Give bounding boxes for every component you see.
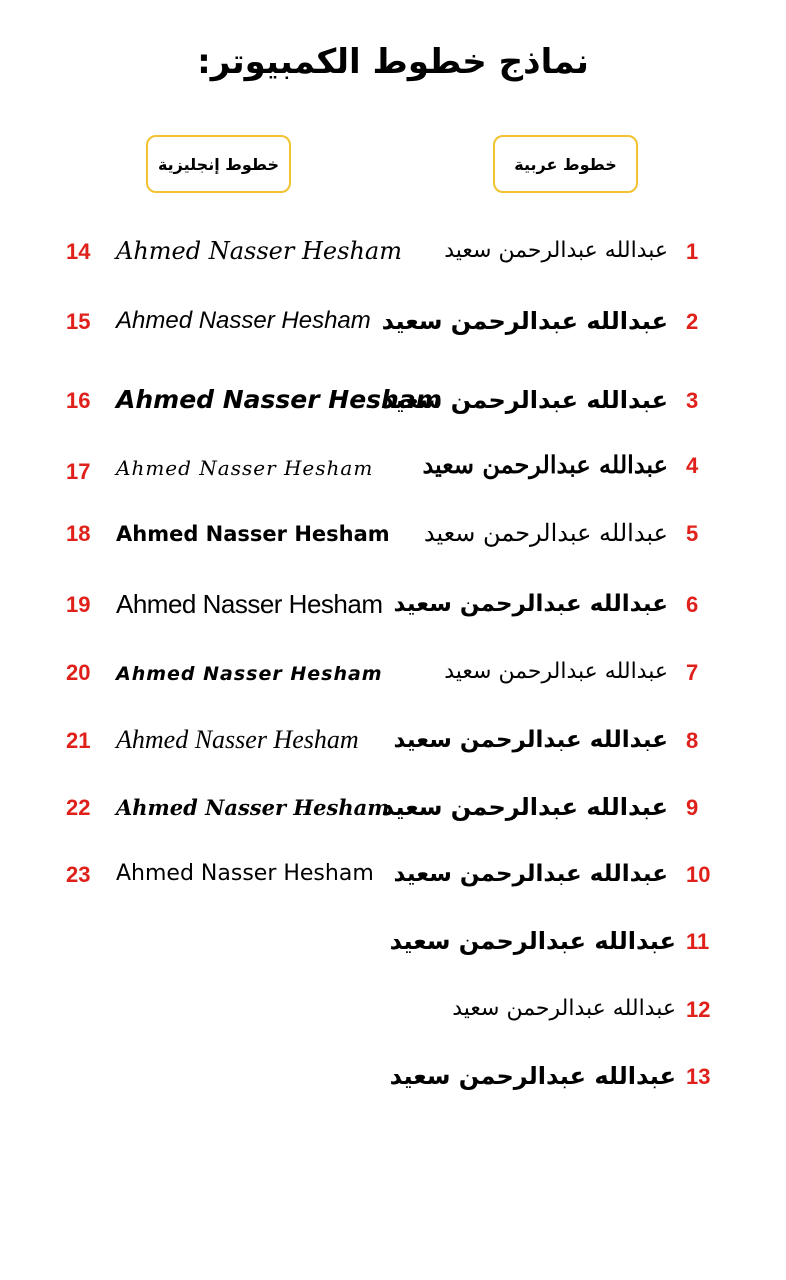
english-sample-number: 18	[66, 521, 91, 546]
english-sample-text: Ahmed Nasser Hesham	[116, 456, 374, 480]
english-sample-text: Ahmed Nasser Hesham	[116, 307, 371, 334]
english-sample-number: 22	[66, 795, 91, 820]
english-sample-text: Ahmed Nasser Hesham	[116, 725, 359, 754]
english-sample-text: Ahmed Nasser Hesham	[116, 795, 390, 820]
english-sample-text: Ahmed Nasser Hesham	[116, 522, 390, 546]
arabic-sample-number: 9	[686, 795, 699, 820]
arabic-sample-text: عبدالله عبدالرحمن سعيد	[444, 238, 668, 263]
english-sample-number: 23	[66, 862, 91, 887]
arabic-sample-text: عبدالله عبدالرحمن سعيد	[423, 519, 668, 547]
english-sample-number: 15	[66, 309, 91, 334]
arabic-sample-text: عبدالله عبدالرحمن سعيد	[393, 861, 668, 887]
arabic-sample-number: 4	[686, 453, 699, 478]
arabic-sample-number: 2	[686, 309, 699, 334]
arabic-sample-number: 12	[686, 997, 711, 1022]
english-sample-text: Ahmed Nasser Hesham	[116, 589, 383, 619]
page-title: نماذج خطوط الكمبيوتر:	[197, 42, 589, 82]
english-sample-number: 16	[66, 388, 91, 413]
english-fonts-header: خطوط إنجليزية	[146, 135, 291, 193]
arabic-sample-text: عبدالله عبدالرحمن سعيد	[422, 450, 668, 479]
arabic-sample-number: 10	[686, 862, 711, 887]
arabic-sample-text: عبدالله عبدالرحمن سعيد	[389, 927, 676, 955]
arabic-sample-text: عبدالله عبدالرحمن سعيد	[393, 727, 668, 753]
arabic-sample-text: عبدالله عبدالرحمن سعيد	[381, 793, 668, 821]
english-sample-text: Ahmed Nasser Hesham	[116, 663, 383, 685]
english-sample-text: Ahmed Nasser Hesham	[116, 861, 374, 886]
arabic-sample-number: 7	[686, 660, 699, 685]
arabic-sample-number: 13	[686, 1064, 711, 1089]
arabic-sample-text: عبدالله عبدالرحمن سعيد	[389, 1062, 676, 1090]
arabic-sample-number: 8	[686, 728, 699, 753]
arabic-fonts-header: خطوط عربية	[493, 135, 638, 193]
english-sample-text: Ahmed Nasser Hesham	[116, 237, 402, 265]
english-sample-text: Ahmed Nasser Hesham	[116, 385, 442, 414]
english-sample-number: 14	[66, 239, 91, 264]
english-sample-number: 17	[66, 459, 91, 484]
arabic-sample-text: عبدالله عبدالرحمن سعيد	[452, 996, 676, 1021]
arabic-sample-number: 5	[686, 521, 699, 546]
arabic-sample-text: عبدالله عبدالرحمن سعيد	[393, 591, 668, 617]
arabic-sample-number: 6	[686, 592, 699, 617]
arabic-sample-text: عبدالله عبدالرحمن سعيد	[444, 659, 668, 684]
english-sample-number: 20	[66, 660, 91, 685]
english-sample-number: 21	[66, 728, 91, 753]
arabic-sample-number: 11	[686, 929, 710, 954]
arabic-sample-text: عبدالله عبدالرحمن سعيد	[381, 386, 668, 414]
arabic-sample-number: 3	[686, 388, 699, 413]
arabic-sample-number: 1	[686, 239, 699, 264]
arabic-sample-text: عبدالله عبدالرحمن سعيد	[381, 307, 668, 335]
english-sample-number: 19	[66, 592, 91, 617]
